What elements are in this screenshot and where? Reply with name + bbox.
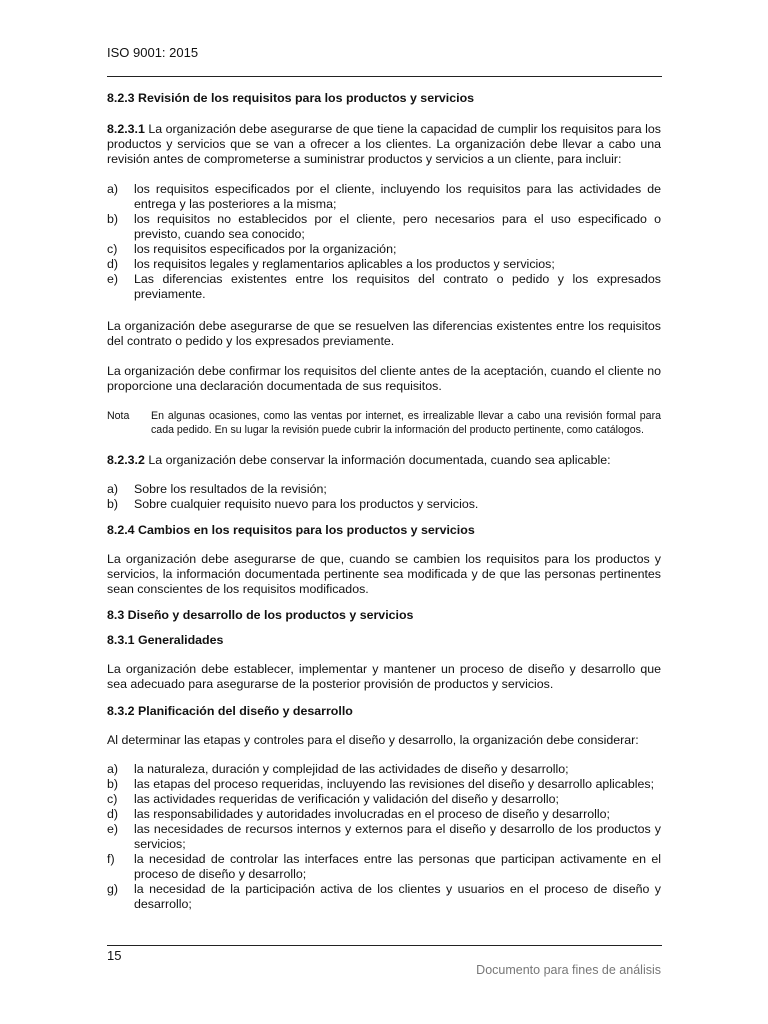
list-item-label: e) <box>107 822 119 836</box>
list-item-text: las actividades requeridas de verificación y validación del diseño y desarrollo; <box>134 792 559 806</box>
list-item-label: d) <box>107 257 119 271</box>
list-item-text: los requisitos especificados por la organización; <box>134 242 397 256</box>
list-retain-information <box>107 482 661 512</box>
paragraph-8-2-3-1 <box>107 122 661 167</box>
list-item <box>107 212 661 242</box>
list-item <box>107 762 661 777</box>
list-item-label: e) <box>107 272 119 286</box>
section-heading-8-3: 8.3 Diseño y desarrollo de los productos y servicios <box>107 608 414 622</box>
list-item-label: b) <box>107 777 119 791</box>
paragraph-8-2-4: La organización debe asegurarse de que, cuando se cambien los requisitos para los productos y servicios, la información documentada pertinente sea modificada y de que las personas pertinentes sean conscientes de los requisitos modificados. <box>107 552 661 596</box>
section-heading-8-3-1: 8.3.1 Generalidades <box>107 633 224 647</box>
note-label: Nota <box>107 410 130 422</box>
document-body <box>107 91 661 912</box>
list-item <box>107 242 661 257</box>
page-number: 15 <box>107 948 122 963</box>
clause-number: 8.2.3.2 <box>107 453 145 467</box>
list-item-label: c) <box>107 792 118 806</box>
list-item-label: b) <box>107 497 119 511</box>
list-item <box>107 882 661 912</box>
list-item-label: a) <box>107 482 119 496</box>
list-item <box>107 777 661 792</box>
list-item <box>107 792 661 807</box>
list-item-text: los requisitos especificados por el cliente, incluyendo los requisitos para las actividades de entrega y las posteriores a la misma; <box>134 182 661 211</box>
list-item-text: las necesidades de recursos internos y externos para el diseño y desarrollo de los productos y servicios; <box>134 822 661 851</box>
list-item-text: los requisitos legales y reglamentarios aplicables a los productos y servicios; <box>134 257 555 271</box>
paragraph-8-3-1: La organización debe establecer, implementar y mantener un proceso de diseño y desarrollo que sea adecuado para asegurarse de la posterior provisión de productos y servicios. <box>107 662 661 691</box>
list-review-requirements <box>107 182 661 302</box>
list-item-text: las etapas del proceso requeridas, incluyendo las revisiones del diseño y desarrollo aplicables; <box>134 777 655 791</box>
list-item-text: Sobre los resultados de la revisión; <box>134 482 327 496</box>
list-item-label: a) <box>107 182 119 196</box>
paragraph-8-2-3-2 <box>107 453 661 468</box>
note-text: En algunas ocasiones, como las ventas por internet, es irrealizable llevar a cabo una revisión formal para cada pedido. En su lugar la revisión puede cubrir la información del producto pertinente, como catálogos. <box>151 410 661 436</box>
section-heading-8-2-4: 8.2.4 Cambios en los requisitos para los productos y servicios <box>107 523 475 537</box>
list-item <box>107 852 661 882</box>
list-item-label: d) <box>107 807 119 821</box>
section-heading-8-2-3: 8.2.3 Revisión de los requisitos para los productos y servicios <box>107 91 475 105</box>
list-item-text: la naturaleza, duración y complejidad de las actividades de diseño y desarrollo; <box>134 762 569 776</box>
list-item-text: la necesidad de controlar las interfaces entre las personas que participan activamente en el proceso de diseño y desarrollo; <box>134 852 661 881</box>
paragraph-confirm-requirements: La organización debe confirmar los requisitos del cliente antes de la aceptación, cuando el cliente no proporcione una declaración documentada de sus requisitos. <box>107 364 661 393</box>
list-item <box>107 257 661 272</box>
list-item-text: Sobre cualquier requisito nuevo para los productos y servicios. <box>134 497 479 511</box>
list-item-text: las responsabilidades y autoridades involucradas en el proceso de diseño y desarrollo; <box>134 807 610 821</box>
document-header-title: ISO 9001: 2015 <box>107 45 199 60</box>
clause-number: 8.2.3.1 <box>107 122 145 136</box>
footer-note: Documento para fines de análisis <box>476 963 661 977</box>
list-item-label: g) <box>107 882 119 896</box>
paragraph-resolve-differences: La organización debe asegurarse de que se resuelven las diferencias existentes entre los requisitos del contrato o pedido y los expresados previamente. <box>107 319 661 348</box>
list-item <box>107 482 661 497</box>
list-item <box>107 272 661 302</box>
note-block <box>107 409 661 437</box>
header-divider <box>107 76 662 77</box>
list-item-label: b) <box>107 212 119 226</box>
paragraph-text: La organización debe conservar la información documentada, cuando sea aplicable: <box>144 453 611 467</box>
list-item <box>107 807 661 822</box>
footer-divider <box>107 945 662 946</box>
list-item <box>107 822 661 852</box>
paragraph-text: La organización debe asegurarse de que tiene la capacidad de cumplir los requisitos para los productos y servicios que se van a ofrecer a los clientes. La organización debe llevar a cabo una revisión antes de comprometerse a suministrar productos y servicios a un cliente, para incluir: <box>107 122 661 166</box>
section-heading-8-3-2: 8.3.2 Planificación del diseño y desarrollo <box>107 704 353 718</box>
list-item-text: Las diferencias existentes entre los requisitos del contrato o pedido y los expresados previamente. <box>134 272 661 301</box>
list-item <box>107 182 661 212</box>
list-item-label: f) <box>107 852 115 866</box>
list-item <box>107 497 661 512</box>
list-item-label: a) <box>107 762 119 776</box>
list-design-considerations <box>107 762 661 912</box>
paragraph-8-3-2: Al determinar las etapas y controles para el diseño y desarrollo, la organización debe considerar: <box>107 733 639 747</box>
list-item-label: c) <box>107 242 118 256</box>
list-item-text: los requisitos no establecidos por el cliente, pero necesarios para el uso especificado o previsto, cuando sea conocido; <box>134 212 661 241</box>
list-item-text: la necesidad de la participación activa de los clientes y usuarios en el proceso de diseño y desarrollo; <box>134 882 661 911</box>
